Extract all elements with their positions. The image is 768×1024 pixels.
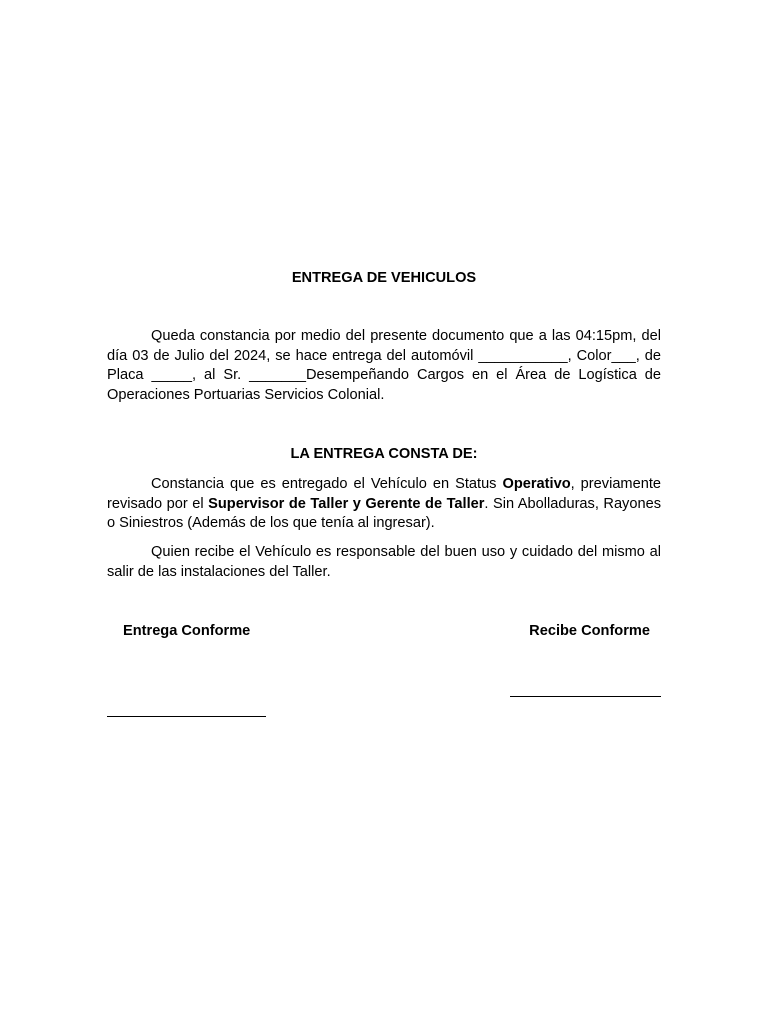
status-text-part3: . Sin Abolladuras, Rayones o Siniestros (Además de los que tenía al ingresar).: [107, 495, 661, 531]
document-title: ENTREGA DE VEHICULOS: [291, 270, 477, 286]
section-title: LA ENTREGA CONSTA DE:: [290, 446, 478, 462]
intro-text: Queda constancia por medio del presente documento que a las 04:15pm, del día 03 de Julio del 2024, se hace entrega del automóvil ___________, Color___, de Placa _____, al Sr. _______Desempeñando Cargos en el Área de Logística de Operaciones Portuarias Servicios Colonial.: [107, 328, 661, 403]
reviewer-name: Supervisor de Taller y Gerente de Taller: [208, 495, 485, 512]
intro-paragraph: [107, 327, 661, 405]
responsibility-text: Quien recibe el Vehículo es responsable del buen uso y cuidado del mismo al salir de las instalaciones del Taller.: [107, 544, 661, 580]
status-text-part1: Constancia que es entregado el Vehículo en Status: [151, 476, 503, 492]
responsibility-paragraph: [107, 543, 661, 582]
signature-line-recibe: [510, 696, 661, 697]
status-text-part2: , previamente revisado por el: [107, 476, 661, 512]
document-page: [107, 0, 661, 1024]
status-value: Operativo: [502, 476, 571, 492]
signature-line-entrega: [107, 716, 266, 717]
signature-label-entrega: Entrega Conforme: [123, 623, 251, 639]
signature-label-recibe: Recibe Conforme: [529, 623, 650, 639]
status-paragraph: [107, 475, 661, 534]
